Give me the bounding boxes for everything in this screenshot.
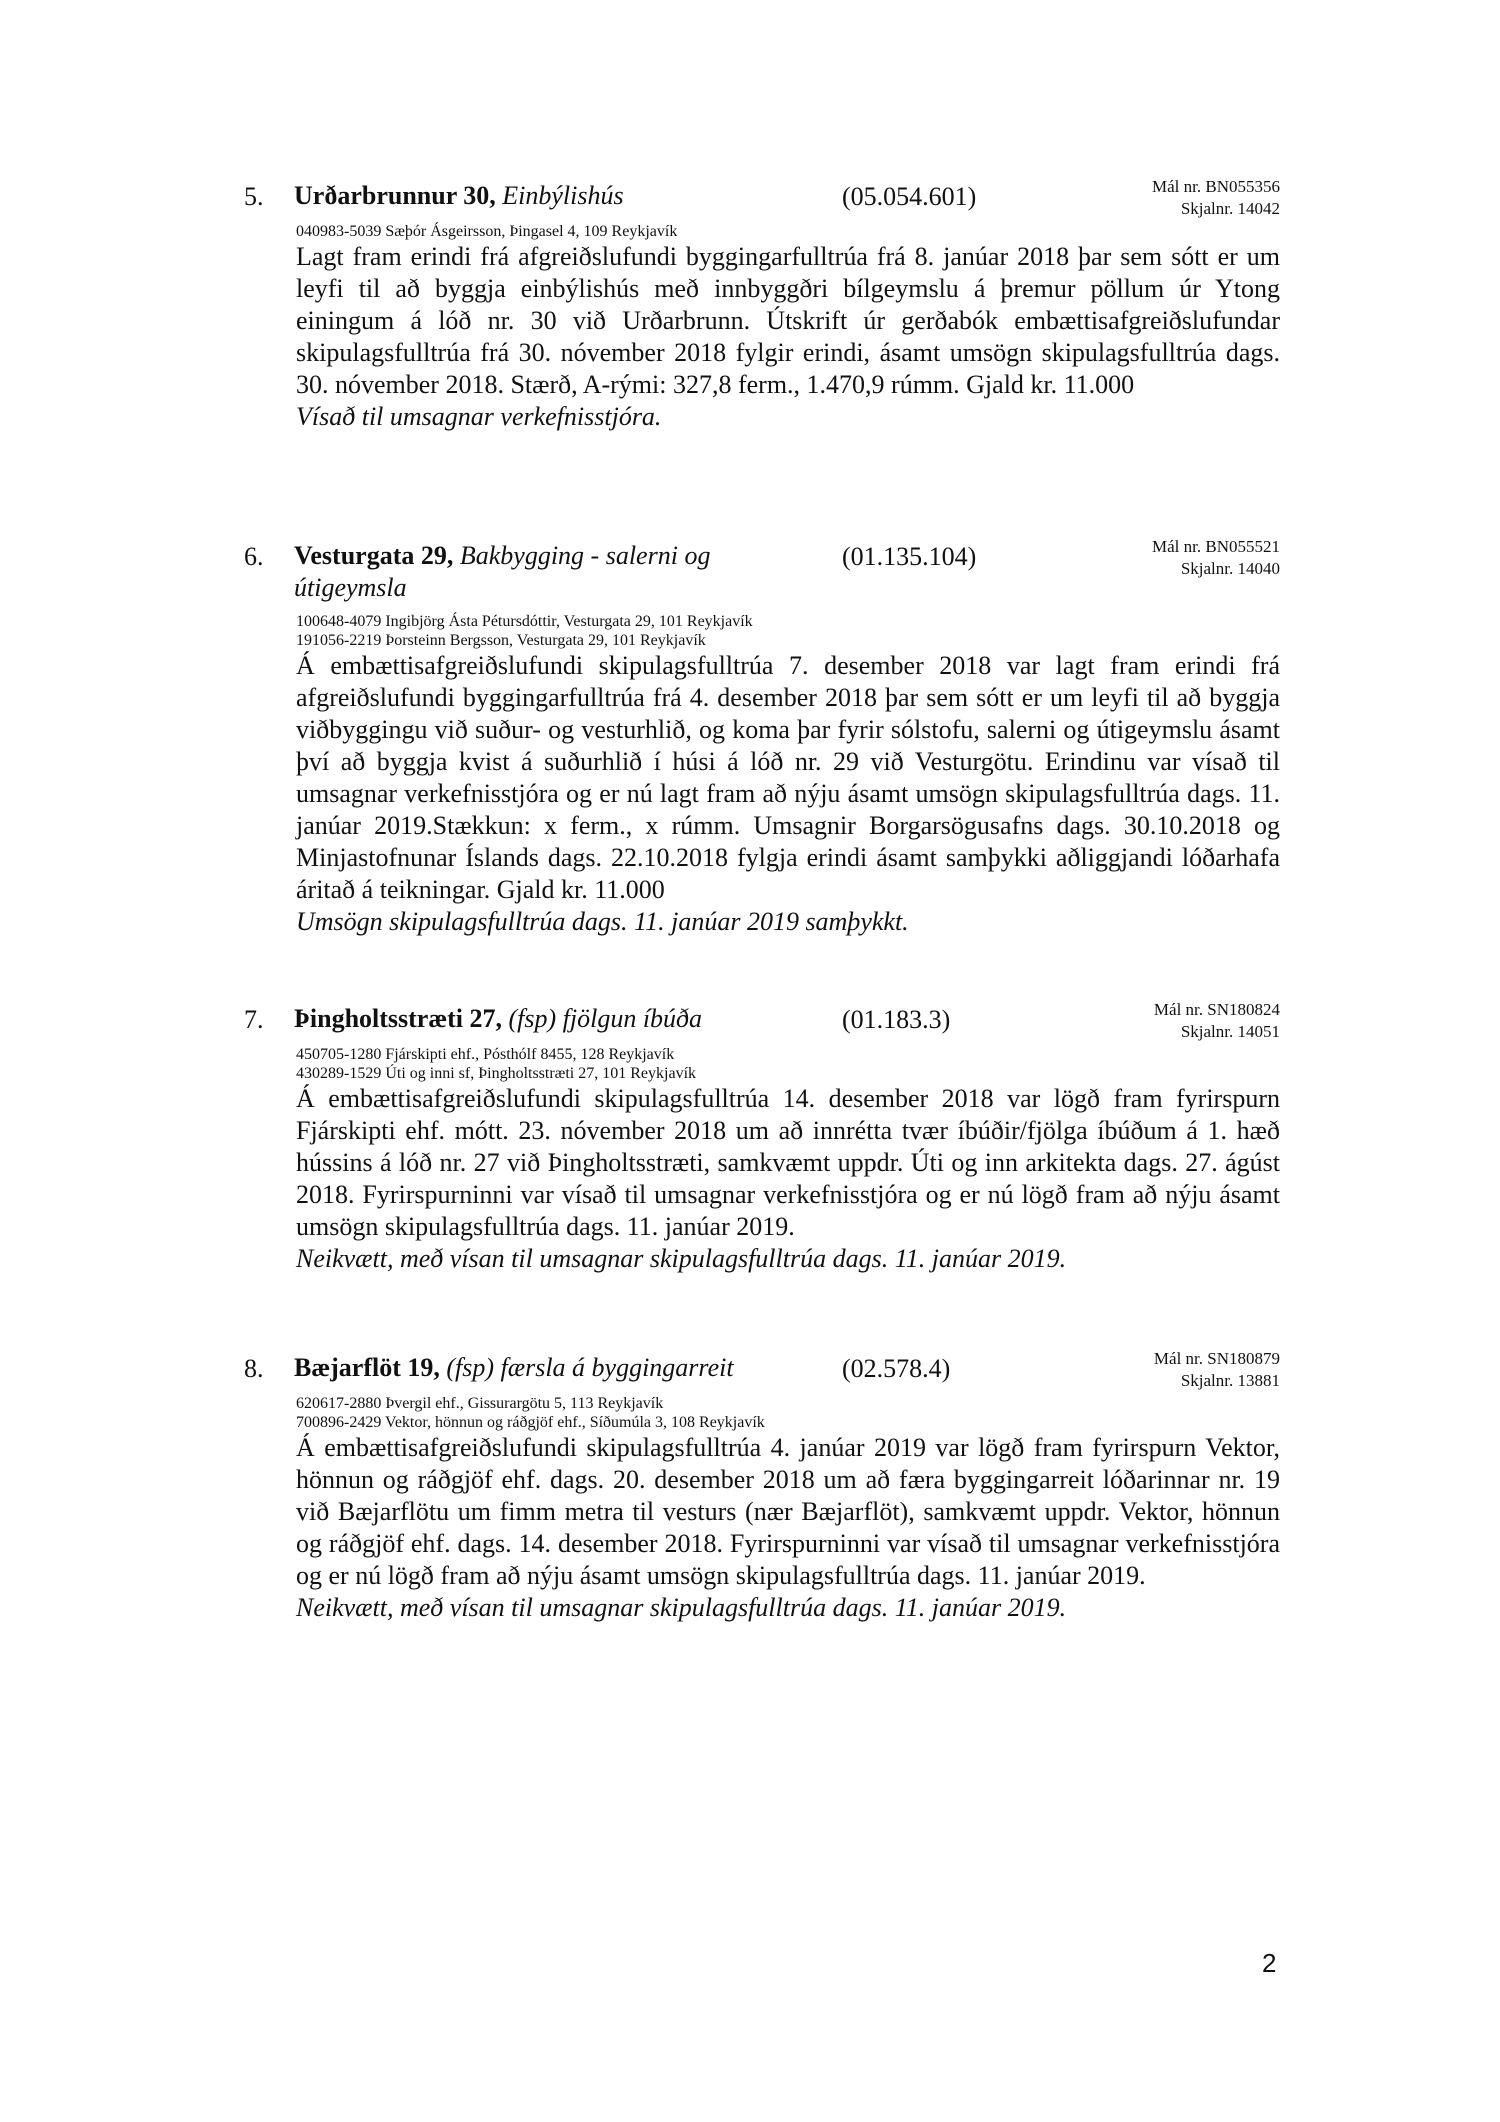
item-title	[294, 180, 804, 212]
document-number: Skjalnr. 14051	[1180, 1022, 1280, 1041]
case-reference	[1152, 176, 1280, 220]
property-name: Bæjarflöt 19,	[294, 1353, 440, 1382]
item-number: 8.	[244, 1354, 264, 1383]
case-number: Mál nr. BN055356	[1152, 177, 1280, 196]
item-subject: (fsp) færsla á byggingarreit	[446, 1353, 734, 1382]
agenda-item-8	[244, 1349, 1280, 1624]
land-number: (02.578.4)	[842, 1354, 951, 1383]
document-number: Skjalnr. 13881	[1180, 1371, 1280, 1390]
agenda-item-7	[244, 1000, 1280, 1275]
item-description: Á embættisafgreiðslufundi skipulagsfulltrúa 4. janúar 2019 var lögð fram fyrirspurn Vektor, hönnun og ráðgjöf ehf. dags. 20. desember 2018 um að færa byggingarreit lóðarinnar nr. 19 við Bæjarflötu um fimm metra til vesturs (nær Bæjarflöt), samkvæmt uppdr. Vektor, hönnun og ráðgjöf ehf. dags. 14. desember 2018. Fyrirspurninni var vísað til umsagnar verkefnisstjóra og er nú lögð fram að nýju ásamt umsögn skipulagsfulltrúa dags. 11. janúar 2019.	[296, 1433, 1280, 1590]
item-decision: Neikvætt, með vísan til umsagnar skipulagsfulltrúa dags. 11. janúar 2019.	[296, 1593, 1067, 1622]
land-number: (01.135.104)	[842, 542, 977, 571]
item-subject: Einbýlishús	[502, 181, 624, 210]
property-name: Urðarbrunnur 30,	[294, 181, 496, 210]
item-description: Á embættisafgreiðslufundi skipulagsfulltrúa 7. desember 2018 var lagt fram erindi frá afgreiðslufundi byggingarfulltrúa frá 4. desember 2018 þar sem sótt er um leyfi til að byggja viðbyggingu við suður- og vesturhlið, og koma þar fyrir sólstofu, salerni og útigeymslu ásamt því að byggja kvist á suðurhlið í húsi á lóð nr. 29 við Vesturgötu. Erindinu var vísað til umsagnar verkefnisstjóra og er nú lagt fram að nýju ásamt umsögn skipulagsfulltrúa dags. 11. janúar 2019.Stækkun: x ferm., x rúmm. Umsagnir Borgarsögusafns dags. 30.10.2018 og Minjastofnunar Íslands dags. 22.10.2018 fylgja erindi ásamt samþykki aðliggjandi lóðarhafa áritað á teikningar. Gjald kr. 11.000	[296, 651, 1280, 904]
item-header	[244, 537, 1280, 612]
item-decision: Neikvætt, með vísan til umsagnar skipulagsfulltrúa dags. 11. janúar 2019.	[296, 1244, 1067, 1273]
applicant: 430289-1529 Úti og inni sf, Þingholtsstræti 27, 101 Reykjavík	[296, 1065, 697, 1082]
case-number: Mál nr. SN180879	[1153, 1349, 1280, 1368]
item-title	[294, 540, 764, 604]
applicant-list	[296, 222, 1280, 241]
case-reference	[1154, 999, 1280, 1043]
item-decision: Umsögn skipulagsfulltrúa dags. 11. janúar 2019 samþykkt.	[296, 907, 909, 936]
case-reference	[1152, 536, 1280, 580]
applicant: 450705-1280 Fjárskipti ehf., Pósthólf 8455, 128 Reykjavík	[296, 1046, 675, 1063]
item-description: Á embættisafgreiðslufundi skipulagsfulltrúa 14. desember 2018 var lögð fram fyrirspurn Fjárskipti ehf. mótt. 23. nóvember 2018 um að innrétta tvær íbúðir/fjölga íbúðum á 1. hæð hússins á lóð nr. 27 við Þingholtsstræti, samkvæmt uppdr. Úti og inn arkitekta dags. 27. ágúst 2018. Fyrirspurninni var vísað til umsagnar verkefnisstjóra og er nú lögð fram að nýju ásamt umsögn skipulagsfulltrúa dags. 11. janúar 2019.	[296, 1084, 1280, 1241]
document-number: Skjalnr. 14040	[1180, 559, 1280, 578]
case-number: Mál nr. SN180824	[1153, 1000, 1280, 1019]
applicant-list	[296, 612, 1280, 650]
agenda-item-6	[244, 537, 1280, 938]
case-reference	[1154, 1348, 1280, 1392]
item-decision: Vísað til umsagnar verkefnisstjóra.	[296, 402, 662, 431]
applicant: 191056-2219 Þorsteinn Bergsson, Vesturgata 29, 101 Reykjavík	[296, 632, 706, 649]
property-name: Vesturgata 29,	[294, 541, 454, 570]
item-number: 7.	[244, 1005, 264, 1034]
applicant: 700896-2429 Vektor, hönnun og ráðgjöf ehf., Síðumúla 3, 108 Reykjavík	[296, 1414, 765, 1431]
item-header	[244, 177, 1280, 222]
applicant-list	[296, 1045, 1280, 1083]
document-number: Skjalnr. 14042	[1180, 199, 1280, 218]
item-number: 6.	[244, 542, 264, 571]
applicant: 100648-4079 Ingibjörg Ásta Pétursdóttir, Vesturgata 29, 101 Reykjavík	[296, 613, 753, 630]
item-number: 5.	[244, 182, 264, 211]
applicant: 040983-5039 Sæþór Ásgeirsson, Þingasel 4, 109 Reykjavík	[296, 223, 678, 240]
item-subject: (fsp) fjölgun íbúða	[508, 1004, 703, 1033]
property-name: Þingholtsstræti 27,	[294, 1004, 502, 1033]
item-header	[244, 1000, 1280, 1045]
item-subject: Bakbygging - salerni og útigeymsla	[294, 541, 711, 602]
agenda-item-5	[244, 177, 1280, 433]
item-description: Lagt fram erindi frá afgreiðslufundi byggingarfulltrúa frá 8. janúar 2018 þar sem sótt er um leyfi til að byggja einbýlishús með innbyggðri bílgeymslu á þremur pöllum úr Ytong einingum á lóð nr. 30 við Urðarbrunn. Útskrift úr gerðabók embættisafgreiðslufundar skipulagsfulltrúa frá 30. nóvember 2018 fylgir erindi, ásamt umsögn skipulagsfulltrúa dags. 30. nóvember 2018. Stærð, A-rými: 327,8 ferm., 1.470,9 rúmm. Gjald kr. 11.000	[296, 242, 1280, 399]
applicant: 620617-2880 Þvergil ehf., Gissurargötu 5, 113 Reykjavík	[296, 1395, 664, 1412]
page-number: 2	[1262, 1948, 1277, 1978]
item-header	[244, 1349, 1280, 1394]
item-title	[294, 1003, 804, 1035]
item-title	[294, 1352, 804, 1384]
case-number: Mál nr. BN055521	[1152, 537, 1280, 556]
land-number: (01.183.3)	[842, 1005, 951, 1034]
applicant-list	[296, 1394, 1280, 1432]
land-number: (05.054.601)	[842, 182, 977, 211]
